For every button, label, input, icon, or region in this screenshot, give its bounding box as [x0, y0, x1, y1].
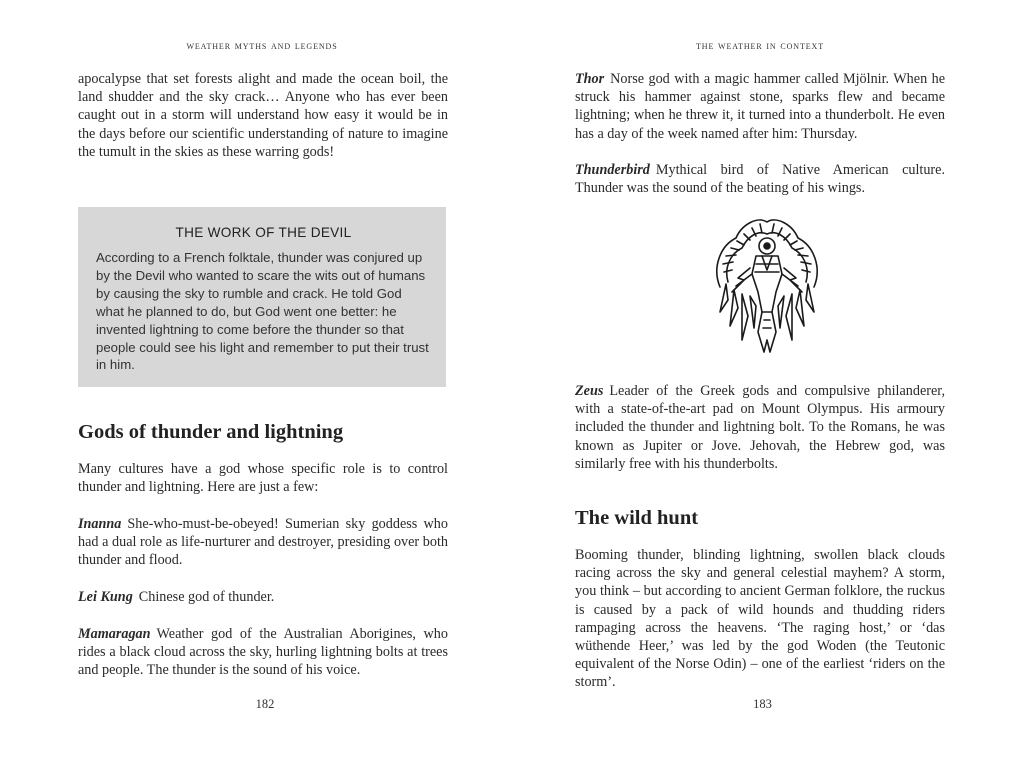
- entry-term: Mamaragan: [78, 626, 151, 642]
- wild-hunt-paragraph: Booming thunder, blinding lightning, swollen black clouds racing across the sky and general celestial mayhem? A storm, you think – but according to ancient German folklore, the ruckus is caused by a pack of wild hounds and thudding riders rampaging across the heavens. ‘The raging host,’ or ‘das wüthende Heer,’ was led by the god Woden (the Teutonic equivalent of the Norse Odin) – one of the earliest ‘riders on the storm’.: [575, 547, 945, 691]
- section-heading-wild-hunt: The wild hunt: [575, 507, 699, 529]
- entry-lei-kung: [78, 588, 448, 606]
- entry-text: She-who-must-be-obeyed! Sumerian sky goddess who had a dual role as life-nurturer and destroyer, presiding over both thunder and flood.: [78, 516, 448, 569]
- lead-paragraph: Many cultures have a god whose specific role is to control thunder and lightning. Here are just a few:: [78, 461, 448, 496]
- entry-term: Thor: [575, 71, 605, 87]
- running-head-right: the weather in context: [696, 40, 824, 52]
- thunderbird-icon: [706, 212, 828, 356]
- entry-text: Mythical bird of Native American culture. Thunder was the sound of the beating of his wings.: [575, 162, 945, 197]
- section-heading-gods: Gods of thunder and lightning: [78, 421, 344, 443]
- entry-inanna: [78, 515, 448, 570]
- entry-thor: [575, 70, 945, 143]
- entry-mamaragan: [78, 625, 448, 680]
- entry-text: Weather god of the Australian Aborigines, who rides a black cloud across the sky, hurling lightning bolts at trees and people. The thunder is the sound of his voice.: [78, 626, 448, 679]
- running-head-left: weather myths and legends: [186, 40, 338, 52]
- sidebar-box: [78, 207, 446, 387]
- entry-term: Thunderbird: [575, 162, 650, 178]
- page-number-left: 182: [255, 697, 275, 711]
- entry-term: Lei Kung: [78, 589, 133, 605]
- entry-thunderbird: [575, 161, 945, 197]
- entry-text: Leader of the Greek gods and compulsive philanderer, with a state-of-the-art pad on Mount Olympus. His armoury included the thunder and lightning bolt. To the Romans, he was known as Jupiter or Jove. Jehovah, the Hebrew god, was similarly free with his thunderbolts.: [575, 383, 945, 472]
- entry-term: Inanna: [78, 516, 122, 532]
- entry-text: Norse god with a magic hammer called Mjölnir. When he struck his hammer against stone, sparks flew and became lightning; when he threw it, it turned into a thunderbolt. He even has a day of the week named after him: Thursday.: [575, 71, 945, 142]
- page-number-right: 183: [753, 697, 772, 711]
- entry-text: Chinese god of thunder.: [138, 589, 275, 605]
- entry-term: Zeus: [575, 383, 604, 399]
- box-text: According to a French folktale, thunder was conjured up by the Devil who wanted to scare the wits out of humans by causing the sky to rumble and crack. He told God what he planned to do, but God went one better: he invented lightning to come before the thunder so that people could see his light and remember to put their trust in him.: [96, 250, 429, 373]
- entry-zeus: [575, 382, 945, 473]
- right-page: [510, 0, 1020, 761]
- intro-paragraph: apocalypse that set forests alight and made the ocean boil, the land shudder and the sky crack… Anyone who has ever been caught out in a storm will understand how easy it would be in the days before our scientific understanding of nature to imagine the tumult in the skies as these warring gods!: [78, 71, 448, 160]
- box-title: THE WORK OF THE DEVIL: [175, 225, 352, 240]
